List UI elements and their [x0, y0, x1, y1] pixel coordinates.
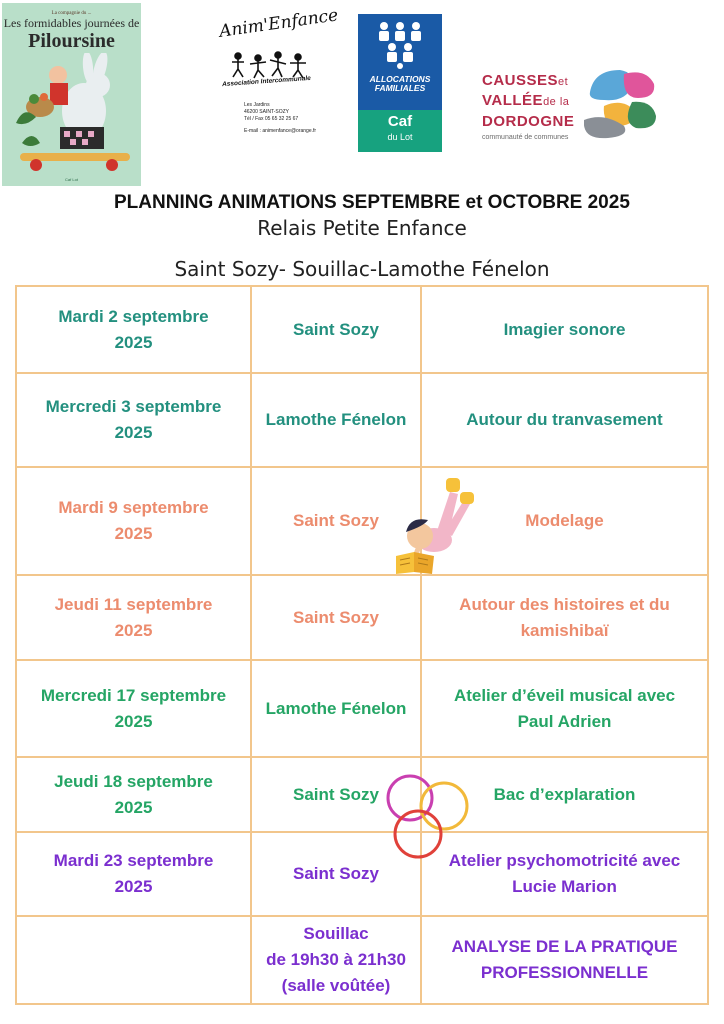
causses-line-2-main: VALLÉE [482, 92, 544, 109]
activity-line-2: Lucie Marion [512, 877, 617, 896]
date-line-1: Mercredi 17 septembre [40, 685, 227, 705]
activity-cell [421, 916, 708, 1004]
caf-family-icon [376, 20, 424, 72]
activity-line-2: PROFESSIONNELLE [480, 963, 649, 982]
place-cell: Lamothe Fénelon [251, 373, 421, 467]
activity-line-1: Atelier d’éveil musical avec [453, 685, 676, 705]
date-line-1: Jeudi 11 septembre [54, 594, 213, 614]
date-cell [16, 575, 251, 660]
activity-cell [421, 660, 708, 757]
table-row [16, 575, 708, 660]
piloursine-poster-logo [2, 3, 141, 186]
animenfance-name: Anim'Enfance [218, 5, 340, 42]
causses-line-1-small: et [558, 76, 569, 88]
place-cell [251, 916, 421, 1004]
animenfance-tagline: Association Intercommunale [221, 74, 311, 89]
address-line-1: Les Jardins [244, 102, 270, 108]
overlapping-rings-icon [384, 770, 474, 864]
causses-line-2 [482, 92, 569, 109]
causses-line-2-small: de la [543, 96, 570, 108]
date-line-2: 2025 [114, 620, 153, 640]
table-row [16, 916, 708, 1004]
activity-line-1: Autour des histoires et du [459, 594, 670, 614]
poster-small-text: La compagnie du ... [51, 11, 92, 16]
causses-line-1 [482, 72, 568, 89]
date-cell [16, 916, 251, 1004]
causses-line-3: DORDOGNE [482, 113, 575, 130]
date-line-2: 2025 [114, 711, 153, 731]
activity-line-2: Paul Adrien [517, 711, 612, 731]
caf-region: du Lot [387, 132, 413, 142]
activity-line-2: kamishibaï [520, 620, 609, 640]
caf-line-2: FAMILIALES [374, 83, 426, 93]
poster-foot: Caf Lot [65, 177, 78, 182]
caf-line-1: ALLOCATIONS [369, 74, 431, 84]
activity-cell: Autour du tranvasement [421, 373, 708, 467]
date-line-1: Jeudi 18 septembre [54, 771, 213, 791]
table-row [16, 660, 708, 757]
place-cell: Saint Sozy [251, 832, 421, 916]
rabbit-skateboard-icon [2, 53, 141, 183]
page-title: PLANNING ANIMATIONS SEPTEMBRE et OCTOBRE 2025 [114, 192, 630, 213]
animenfance-email: E-mail : animenfance@orange.fr [244, 128, 317, 134]
table-row [16, 467, 708, 575]
table-row [16, 832, 708, 916]
date-line-2: 2025 [114, 524, 153, 543]
caf-logo-top [358, 14, 442, 110]
table-row [16, 373, 708, 467]
date-line-2: 2025 [114, 332, 153, 352]
date-line-1: Mardi 9 septembre [58, 498, 209, 517]
caf-allocations [358, 75, 442, 93]
address-line-2: 46200 SAINT-SOZY [244, 109, 290, 115]
date-line-1: Mardi 2 septembre [58, 306, 209, 326]
causses-subtitle: communauté de communes [482, 134, 569, 141]
date-cell [16, 832, 251, 916]
date-line-2: 2025 [114, 797, 153, 817]
date-cell [16, 660, 251, 757]
child-reading-illustration-icon [392, 474, 476, 578]
place-cell: Saint Sozy [251, 467, 421, 575]
table-row [16, 757, 708, 832]
animenfance-address [244, 102, 298, 123]
caf-logo [358, 14, 442, 142]
causses-vallee-dordogne-logo [480, 62, 660, 152]
colored-stones-icon [584, 62, 660, 144]
activity-cell: Imagier sonore [421, 286, 708, 373]
place-cell: Saint Sozy [251, 286, 421, 373]
place-line-1: Souillac [303, 924, 369, 943]
caf-logo-bottom [358, 110, 442, 152]
poster-line-1: Les formidables journées de [3, 16, 140, 30]
activity-cell: Modelage [421, 467, 708, 575]
activity-line-1: Atelier psychomotricité avec [448, 851, 681, 870]
table-row [16, 286, 708, 373]
date-cell [16, 373, 251, 467]
caf-brand: Caf [387, 113, 413, 130]
page-subtitle: Relais Petite Enfance [257, 216, 467, 240]
place-line-2: de 19h30 à 21h30 [266, 950, 406, 969]
place-cell: Saint Sozy [251, 575, 421, 660]
poster-line-2: Piloursine [28, 30, 115, 52]
address-phone: Tél / Fax 05 65 32 25 67 [244, 116, 299, 122]
date-line-2: 2025 [114, 877, 153, 896]
date-cell [16, 286, 251, 373]
activity-line-1: ANALYSE DE LA PRATIQUE [451, 937, 678, 956]
activity-cell: Bac d’explaration [421, 757, 708, 832]
animenfance-logo [214, 5, 340, 142]
date-line-2: 2025 [114, 423, 153, 442]
schedule-table [15, 285, 709, 1005]
date-cell [16, 757, 251, 832]
place-cell: Saint Sozy [251, 757, 421, 832]
activity-cell [421, 575, 708, 660]
page-locations: Saint Sozy- Souillac-Lamothe Fénelon [174, 257, 550, 281]
causses-line-1-main: CAUSSES [482, 72, 559, 89]
date-line-1: Mercredi 3 septembre [45, 397, 222, 416]
date-line-1: Mardi 23 septembre [53, 851, 214, 870]
place-line-3: (salle voûtée) [281, 976, 391, 995]
place-cell: Lamothe Fénelon [251, 660, 421, 757]
date-cell [16, 467, 251, 575]
